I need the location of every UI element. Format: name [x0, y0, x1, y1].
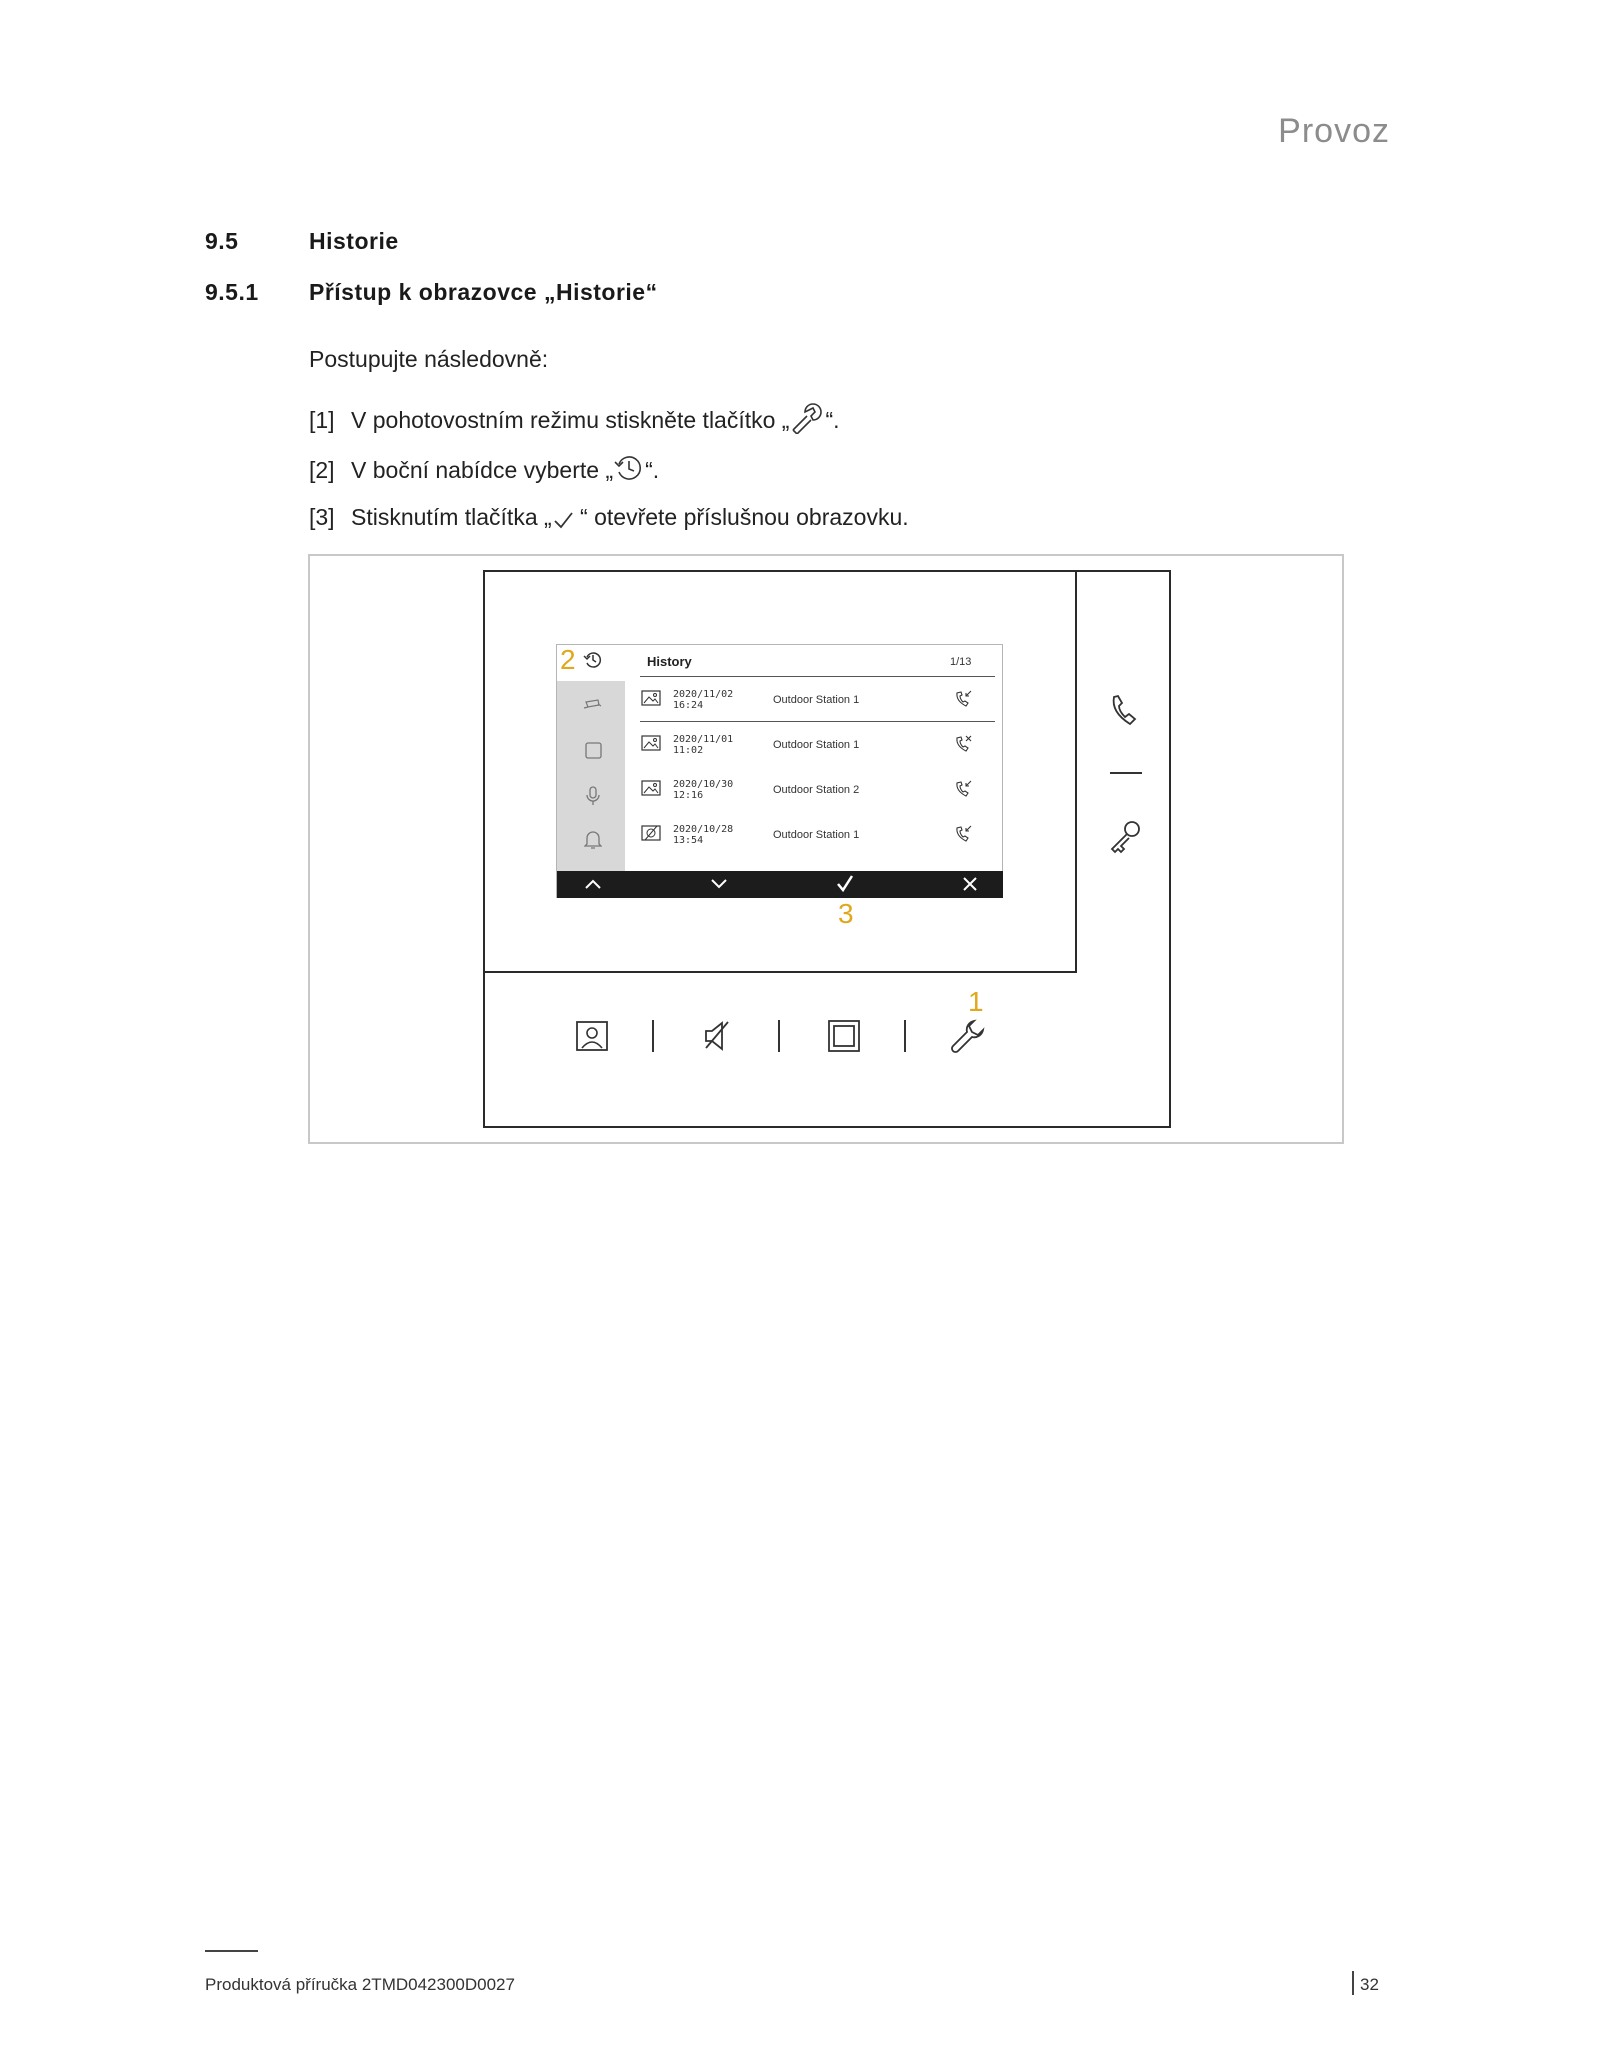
step-text: V pohotovostním režimu stiskněte tlačítko „	[351, 407, 790, 433]
phone-icon[interactable]	[1108, 692, 1144, 728]
row-date	[673, 779, 733, 801]
missed-call-icon	[954, 824, 974, 844]
bell-icon[interactable]	[584, 830, 602, 850]
row-date	[673, 824, 733, 846]
row-time-text: 13:54	[673, 835, 704, 846]
subheading-number: 9.5.1	[205, 279, 259, 305]
row-time-text: 11:02	[673, 745, 704, 756]
chevron-down-icon[interactable]	[710, 877, 728, 891]
row-date-text: 2020/10/28	[673, 824, 734, 835]
lcd-divider	[640, 676, 995, 677]
image-icon	[641, 735, 661, 751]
row-date-text: 2020/11/02	[673, 689, 734, 700]
square-icon[interactable]	[585, 742, 602, 759]
check-icon[interactable]	[835, 874, 855, 894]
lcd-screen-title: History	[647, 654, 692, 669]
no-image-icon	[641, 825, 661, 841]
row-time-text: 12:16	[673, 790, 704, 801]
row-station: Outdoor Station 1	[773, 829, 860, 841]
heading-title: Historie	[309, 228, 399, 254]
history-icon	[613, 452, 645, 484]
footer-rule	[205, 1950, 258, 1952]
footer-document-name: Produktová příručka 2TMD042300D0027	[205, 1975, 515, 1994]
footer-page-number: 32	[1360, 1975, 1379, 1994]
step-text: Stisknutím tlačítka „	[351, 504, 552, 530]
step-number: [3]	[309, 504, 335, 530]
camera-icon[interactable]	[583, 696, 603, 712]
step-text-end: “.	[825, 407, 840, 433]
step-text-end: “ otevřete příslušnou obrazovku.	[573, 504, 909, 530]
image-icon	[641, 780, 661, 796]
subheading-title: Přístup k obrazovce „Historie“	[309, 279, 658, 305]
chevron-up-icon[interactable]	[584, 877, 602, 891]
close-icon[interactable]	[962, 876, 978, 892]
step-2	[309, 452, 659, 484]
camera-portrait-icon[interactable]	[575, 1020, 609, 1052]
row-station: Outdoor Station 2	[773, 784, 860, 796]
step-3	[309, 504, 909, 531]
lcd-action-bar	[557, 871, 1003, 898]
wrench-icon[interactable]	[950, 1018, 986, 1054]
microphone-icon[interactable]	[586, 786, 600, 806]
button-separator	[778, 1020, 780, 1052]
row-station: Outdoor Station 1	[773, 739, 860, 751]
footer-divider	[1352, 1971, 1354, 1995]
step-number: [1]	[309, 407, 335, 433]
row-station: Outdoor Station 1	[773, 694, 860, 706]
image-icon	[641, 690, 661, 706]
rejected-call-icon	[954, 734, 974, 754]
row-date	[673, 734, 733, 756]
button-separator	[904, 1020, 906, 1052]
heading-number: 9.5	[205, 228, 239, 254]
mute-icon[interactable]	[702, 1018, 732, 1054]
callout-1: 1	[968, 986, 984, 1017]
lcd-divider	[640, 721, 995, 722]
history-icon[interactable]	[583, 650, 603, 670]
screen-icon[interactable]	[827, 1019, 861, 1053]
callout-3: 3	[838, 898, 854, 929]
step-1	[309, 400, 840, 434]
button-separator	[1110, 772, 1142, 774]
row-time-text: 16:24	[673, 700, 704, 711]
row-date-text: 2020/10/30	[673, 779, 734, 790]
check-icon	[552, 511, 574, 531]
key-icon[interactable]	[1108, 818, 1144, 854]
step-text: V boční nabídce vyberte „	[351, 457, 614, 483]
button-separator	[652, 1020, 654, 1052]
wrench-icon	[789, 400, 825, 434]
intro-text: Postupujte následovně:	[309, 346, 549, 372]
step-text-end: “.	[645, 457, 660, 483]
step-number: [2]	[309, 457, 335, 483]
row-date-text: 2020/11/01	[673, 734, 734, 745]
callout-2: 2	[560, 644, 576, 675]
section-header: Provoz	[1278, 112, 1390, 150]
missed-call-icon	[954, 689, 974, 709]
missed-call-icon	[954, 779, 974, 799]
row-date	[673, 689, 733, 711]
lcd-page-indicator: 1/13	[950, 656, 972, 668]
